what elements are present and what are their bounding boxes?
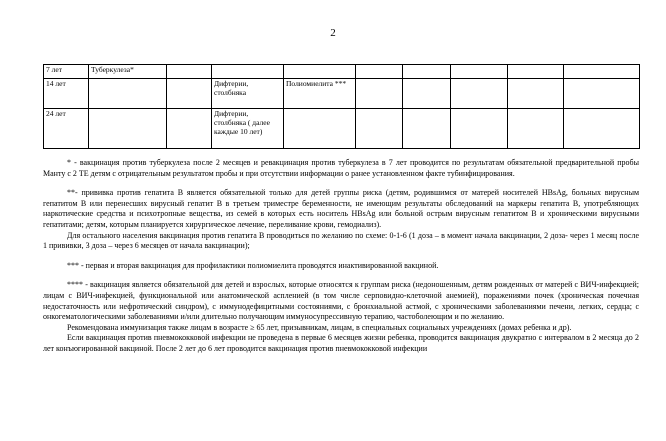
note-hepatitis-b: **- прививка против гепатита В является обязательной только для детей группы риска (детям, родившимся от матерей носителей HBsAg, больных вирусным гепатитом В или перенесших вирусный гепатит В в третьем триместре беременности, не имеющим результаты обследований на маркеры гепатита В, употребляющих наркотические средства и психотропные вещества, из семей в которых есть носитель HBsAg или больной острым вирусным гепатитом В и хроническими вирусными гепатитами; детям, которым планируется хирургическое лечение, переливание крови, гемодиализ). (43, 188, 639, 229)
table-cell (564, 109, 640, 149)
age-cell: 7 лет (44, 65, 89, 79)
table-cell: Полиомиелита *** (284, 79, 356, 109)
table-cell (508, 65, 564, 79)
table-cell (356, 65, 403, 79)
note-pneumococcal: **** - вакцинация является обязательной для детей и взрослых, которые относятся к группам риска (недоношенным, детям рожденных от матерей с ВИЧ-инфекцией; лицам с ВИЧ-инфекцией, функциональной или анатомической аспленией (в том числе серповидно-клеточной анемией), поражениями почек (хроническая почечная недостаточность или нефротический синдром), с иммунодефицитными состояниями, с бронхиальной астмой, с хроническими заболеваниями печени, легких, сердца; с онкогематологическими заболеваниями и/или длительно получающим иммуносупрессивную терапию, частоболеющим и по желанию. (43, 280, 639, 322)
table-cell (89, 79, 167, 109)
footnotes (43, 158, 639, 355)
table-cell: Дифтерии, столбняка (212, 79, 284, 109)
age-cell: 24 лет (44, 109, 89, 149)
vaccination-schedule-table (43, 64, 640, 149)
table-cell (508, 79, 564, 109)
table-cell (356, 79, 403, 109)
table-cell (451, 109, 508, 149)
table-cell (564, 79, 640, 109)
table-cell (403, 109, 451, 149)
table-cell (89, 109, 167, 149)
note-hepatitis-b-schedule: Для остального населения вакцинация против гепатита В проводиться по желанию по схеме: 0-1-6 (1 доза – в момент начала вакцинации, 2 доза- через 1 месяц после 1 прививки, 3 доза – через 6 месяцев от начала вакцинации); (43, 230, 639, 251)
table-cell (403, 65, 451, 79)
table-cell (356, 109, 403, 149)
table-cell: Дифтерии, столбняка ( далее каждые 10 лет) (212, 109, 284, 149)
note-recommended-immunization: Рекомендована иммунизация также лицам в возрасте ≥ 65 лет, призывникам, лицам, в специальных социальных учреждениях (домах ребенка и др). (67, 322, 572, 332)
age-cell: 14 лет (44, 79, 89, 109)
note-pneumococcal-catchup: Если вакцинация против пневмококковой инфекции не проведена в первые 6 месяцев жизни ребенка, проводится вакцинация двукратно с интервалом в 2 месяца до 2 лет конъюгированной вакциной. После 2 лет до 6 лет проводится вакцинация против пневмококковой инфекции (43, 333, 639, 353)
table-cell (564, 65, 640, 79)
table-cell (451, 79, 508, 109)
note-tuberculosis: * - вакцинация против туберкулеза после 2 месяцев и ревакцинация против туберкулеза в 7 лет проводится по результатам обязательной предварительной пробы Манту с 2 ТЕ детям с отрицательным результатом пробы и при отсутствии информации о ранее установленном факте тубинфицирования. (43, 158, 639, 178)
page-number: 2 (330, 27, 336, 39)
table-cell: Туберкулеза* (89, 65, 167, 79)
table-cell (167, 65, 212, 79)
table-cell (167, 109, 212, 149)
table-cell (403, 79, 451, 109)
table-cell (451, 65, 508, 79)
table-cell (212, 65, 284, 79)
note-polio: *** - первая и вторая вакцинация для профилактики полиомиелита проводятся инактивированной вакциной. (67, 260, 439, 270)
table-cell (508, 109, 564, 149)
table-row (44, 65, 640, 79)
table-cell (284, 65, 356, 79)
table-cell (284, 109, 356, 149)
table-cell (167, 79, 212, 109)
table-row (44, 109, 640, 149)
table-row (44, 79, 640, 109)
